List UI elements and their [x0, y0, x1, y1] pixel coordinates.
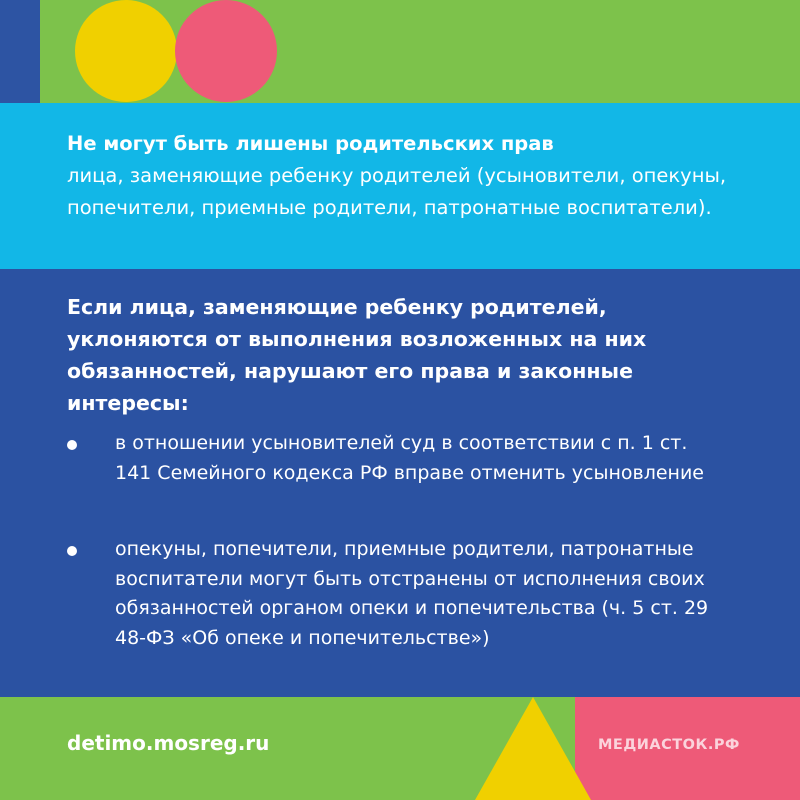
main-panel — [0, 269, 800, 697]
website-link[interactable]: detimo.mosreg.ru — [67, 731, 270, 755]
blue-corner-decor — [0, 0, 40, 103]
top-decor-band — [0, 0, 800, 103]
intro-heading: Не могут быть лишены родительских прав — [67, 132, 554, 155]
list-item-text: опекуны, попечители, приемные родители, патронатные воспитатели могут быть отстранены от исполнения своих обязанностей органом опеки и попечительства (ч. 5 ст. 29 48-ФЗ «Об опеке и попечительстве») — [115, 538, 709, 649]
intro-panel — [0, 103, 800, 269]
list-item-text: в отношении усыновителей суд в соответствии с п. 1 ст. 141 Семейного кодекса РФ вправе отменить усыновление — [115, 432, 704, 484]
intro-text-block — [67, 128, 767, 224]
pink-circle-decor — [175, 0, 277, 102]
brand-logo-text: МЕДИАСТОК.РФ — [598, 737, 740, 753]
yellow-triangle-decor — [475, 697, 591, 800]
main-heading: Если лица, заменяющие ребенку родителей, уклоняются от выполнения возложенных на них обязанностей, нарушают его права и законные интересы: — [67, 295, 647, 415]
bullet-dot-icon — [67, 546, 77, 556]
intro-body: лица, заменяющие ребенку родителей (усыновители, опекуны, попечители, приемные родители, патронатные воспитатели). — [67, 164, 727, 219]
bullet-dot-icon — [67, 440, 77, 450]
footer-band — [0, 697, 800, 800]
yellow-circle-decor — [75, 0, 177, 102]
